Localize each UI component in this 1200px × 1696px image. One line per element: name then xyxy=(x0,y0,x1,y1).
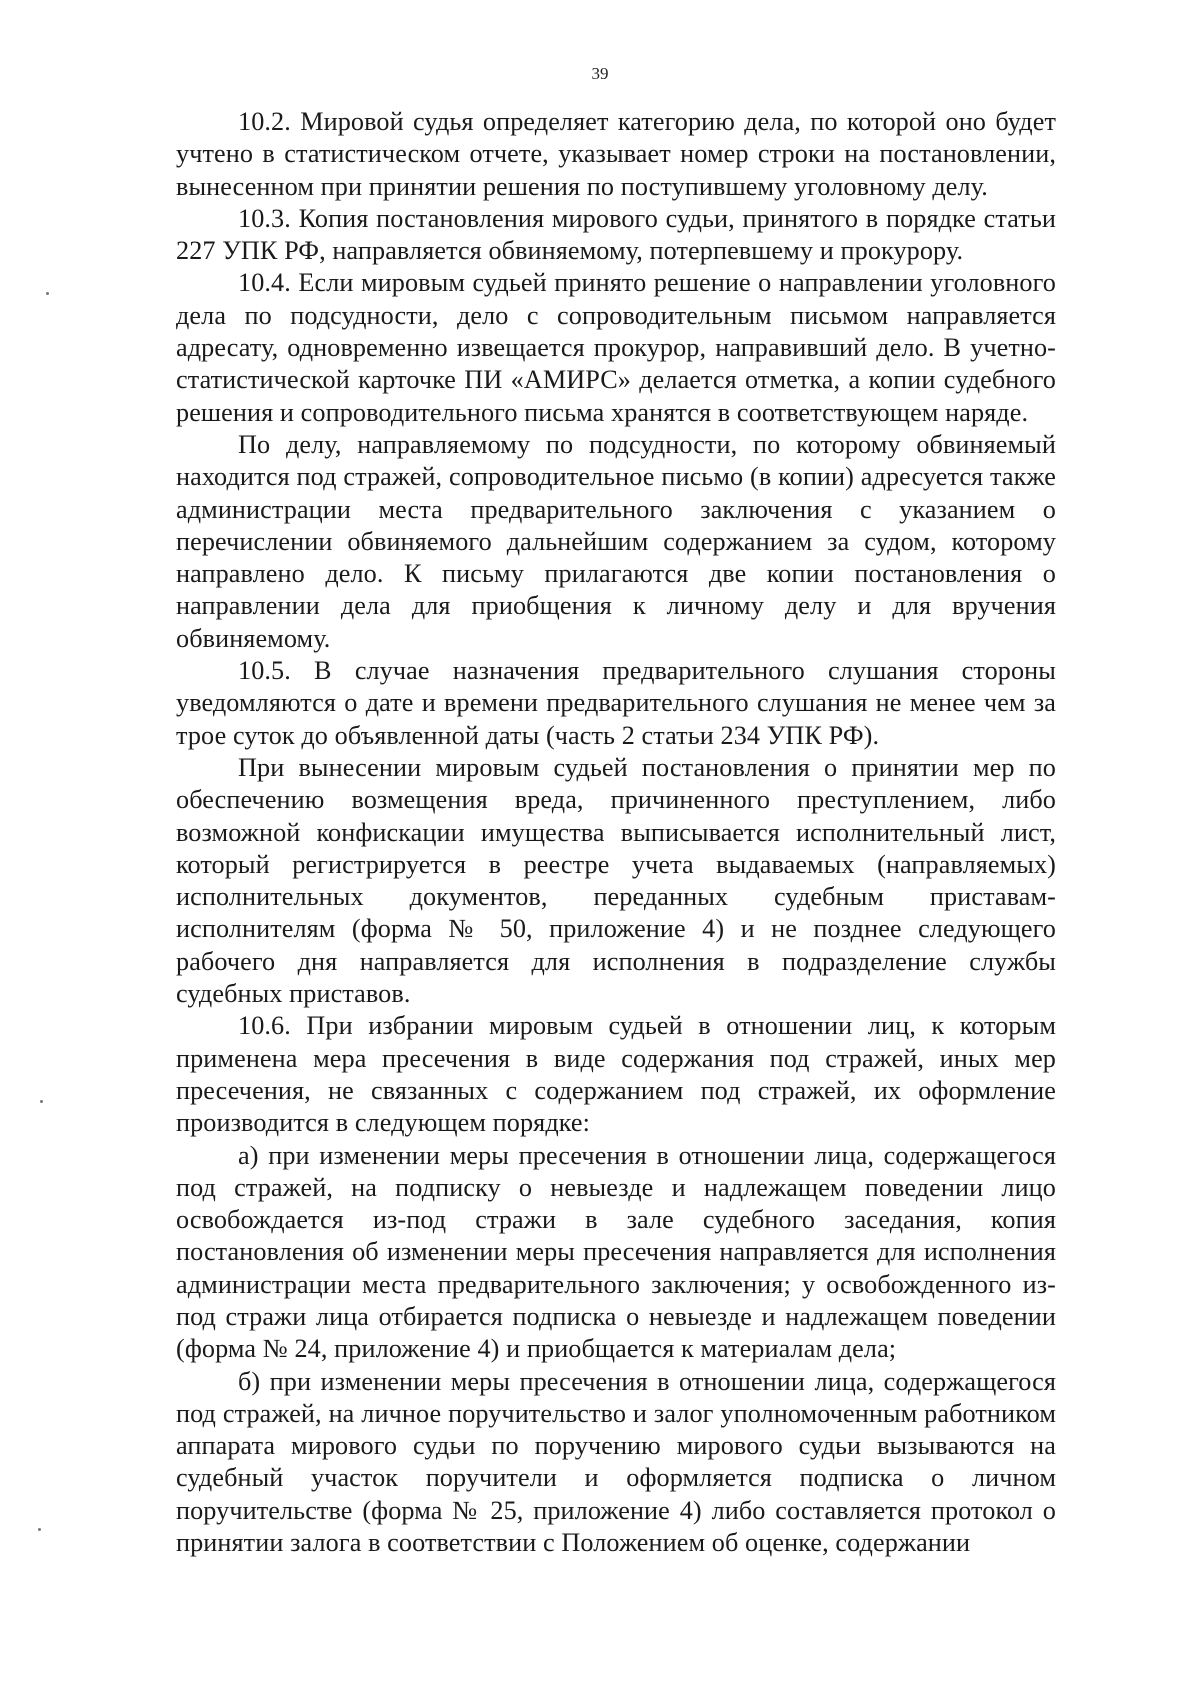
paragraph-item-b: б) при изменении меры пресечения в отношении лица, содержащегося под стражей, на личное поручительство и залог уполномоченным работником аппарата мирового судьи по поручению мирового судьи вызываются на судебный участок поручители и оформляется подписка о личном поручительстве (форма № 25, приложение 4) либо составляется протокол о принятии залога в соответствии с Положением об оценке, содержании xyxy=(176,1366,1056,1558)
paragraph-10-3: 10.3. Копия постановления мирового судьи, принятого в порядке статьи 227 УПК РФ, направляется обвиняемому, потерпевшему и прокурору. xyxy=(176,203,1056,266)
paragraph-item-a: а) при изменении меры пресечения в отношении лица, содержащегося под стражей, на подписку о невыезде и надлежащем поведении лицо освобождается из-под стражи в зале судебного заседания, копия постановления об изменении меры пресечения направляется для исполнения администрации места предварительного заключения; у освобожденного из-под стражи лица отбирается подписка о невыезде и надлежащем поведении (форма № 24, приложение 4) и приобщается к материалам дела; xyxy=(176,1140,1056,1364)
scan-speck xyxy=(40,1100,43,1103)
paragraph-10-4: 10.4. Если мировым судьей принято решение о направлении уголовного дела по подсудности, дело с сопроводительным письмом направляется адресату, одновременно извещается прокурор, направивший дело. В учетно-статистической карточке ПИ «АМИРС» делается отметка, а копии судебного решения и сопроводительного письма хранятся в соответствующем наряде. xyxy=(176,268,1056,427)
page-number: 39 xyxy=(591,64,609,83)
paragraph-jurisdiction-custody: По делу, направляемому по подсудности, по которому обвиняемый находится под стражей, сопроводительное письмо (в копии) адресуется также администрации места предварительного заключения с указанием о перечислении обвиняемого дальнейшим содержанием за судом, которому направлено дело. К письму прилагаются две копии постановления о направлении дела для приобщения к личному делу и для вручения обвиняемому. xyxy=(176,429,1056,653)
paragraph-10-6: 10.6. При избрании мировым судьей в отношении лиц, к которым применена мера пресечения в виде содержания под стражей, иных мер пресечения, не связанных с содержанием под стражей, их оформление производится в следующем порядке: xyxy=(176,1011,1056,1138)
scan-speck xyxy=(38,1528,41,1531)
paragraph-10-2: 10.2. Мировой судья определяет категорию дела, по которой оно будет учтено в статистическом отчете, указывает номер строки на постановлении, вынесенном при принятии решения по поступившему уголовному делу. xyxy=(176,107,1056,201)
document-body xyxy=(176,106,1056,1559)
scan-speck xyxy=(46,292,49,295)
paragraph-enforcement-writ: При вынесении мировым судьей постановления о принятии мер по обеспечению возмещения вреда, причиненного преступлением, либо возможной конфискации имущества выписывается исполнительный лист, который регистрируется в реестре учета выдаваемых (направляемых) исполнительных документов, переданных судебным приставам-исполнителям (форма № 50, приложение 4) и не позднее следующего рабочего дня направляется для исполнения в подразделение службы судебных приставов. xyxy=(176,752,1056,1009)
paragraph-10-5: 10.5. В случае назначения предварительного слушания стороны уведомляются о дате и времени предварительного слушания не менее чем за трое суток до объявленной даты (часть 2 статьи 234 УПК РФ). xyxy=(176,656,1056,750)
